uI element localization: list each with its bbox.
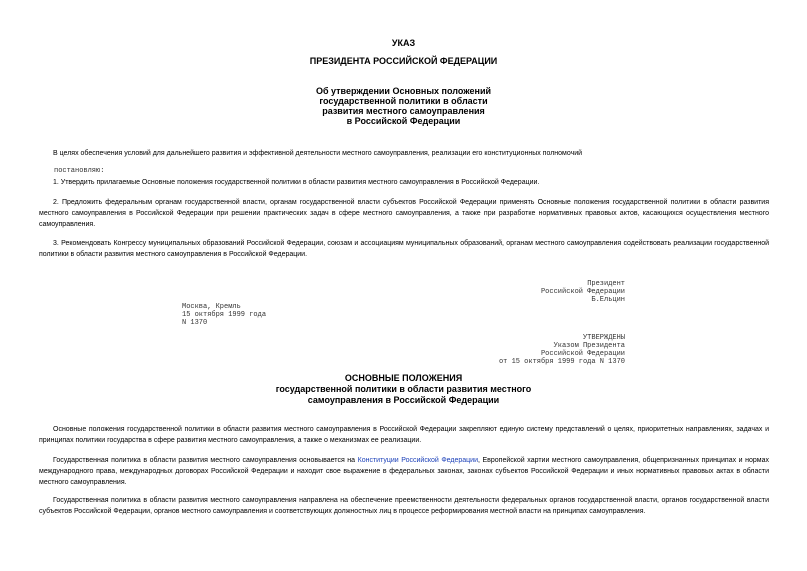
signature-name: Б.Ельцин — [591, 296, 625, 304]
approved-country: Российской Федерации — [540, 350, 625, 358]
decree-title-line-2: государственной политики в области — [319, 96, 488, 106]
number-line: N 1370 — [182, 319, 208, 327]
item-2-paragraph: 2. Предложить федеральным органам государственной власти, органам государственной власти субъектов Российской Федерации применять Основные положения государственной политики в области развития местного самоуправления в Российской Федерации при решении практических задач в сфере местного самоуправления, а также при разработке нормативных правовых актов, касающихся осуществления местного самоуправления. — [39, 199, 769, 228]
decree-issuer: ПРЕЗИДЕНТА РОССИЙСКОЙ ФЕДЕРАЦИИ — [309, 56, 498, 66]
item-1-paragraph: 1. Утвердить прилагаемые Основные положения государственной политики в области развития местного самоуправления в Российской Федерации. — [53, 179, 540, 186]
decree-word: постановляю: — [54, 167, 105, 175]
decree-title-line-4: в Российской Федерации — [346, 116, 461, 126]
approved-by: Указом Президента — [553, 342, 625, 350]
preamble-paragraph: В целях обеспечения условий для дальнейшего развития и эффективной деятельности местного самоуправления, реализации его конституционных полномочий — [53, 150, 583, 157]
decree-title-line-1: Об утверждении Основных положений — [315, 86, 492, 96]
approved-date: от 15 октября 1999 года N 1370 — [498, 358, 625, 366]
body-paragraph-3: Государственная политика в области развития местного самоуправления направлена на обеспечение преемственности деятельности федеральных органов государственной власти, органов государственной власти субъектов Российской Федерации, органов местного самоуправления и соответствующих должностных лиц в процессе реформирования местной власти на принципах самоуправления. — [39, 497, 769, 515]
body-paragraph-1: Основные положения государственной политики в области развития местного самоуправления в Российской Федерации закрепляют единую систему представлений о целях, приоритетных направлениях, задачах и принципах политики государства в сфере развития местного самоуправления, а также о механизмах ее реализации. — [39, 426, 769, 444]
date-line: 15 октября 1999 года — [182, 311, 267, 319]
body-paragraph-2-end: , Европейской хартии местного самоуправления, общепризнанных принципах и нормах международного права, международных договорах Российской Федерации и находит свое выражение в федеральных законах, законах субъектов Российской Федерации и иных нормативных правовых актах в области местного самоуправления. — [39, 457, 769, 486]
signature-country: Российской Федерации — [540, 288, 625, 296]
item-3-paragraph: 3. Рекомендовать Конгрессу муниципальных образований Российской Федерации, союзам и ассоциациям муниципальных образований, органам местного самоуправления содействовать реализации государственной политики в области развития местного самоуправления в Российской Федерации. — [39, 240, 769, 258]
signature-title: Президент — [587, 280, 625, 288]
section-title-line-1: ОСНОВНЫЕ ПОЛОЖЕНИЯ — [344, 373, 463, 383]
body-paragraph-2 — [39, 455, 769, 488]
section-title-line-2: государственной политики в области развития местного — [275, 384, 532, 394]
section-title-line-3: самоуправления в Российской Федерации — [307, 395, 500, 405]
constitution-link[interactable]: Конституции Российской Федерации — [357, 457, 478, 464]
decree-title-line-3: развития местного самоуправления — [322, 106, 485, 116]
approved-stamp: УТВЕРЖДЕНЫ — [582, 334, 625, 342]
decree-heading: УКАЗ — [391, 38, 416, 48]
body-paragraph-2-start: Государственная политика в области развития местного самоуправления основывается на — [53, 457, 358, 464]
place-line: Москва, Кремль — [182, 303, 241, 311]
